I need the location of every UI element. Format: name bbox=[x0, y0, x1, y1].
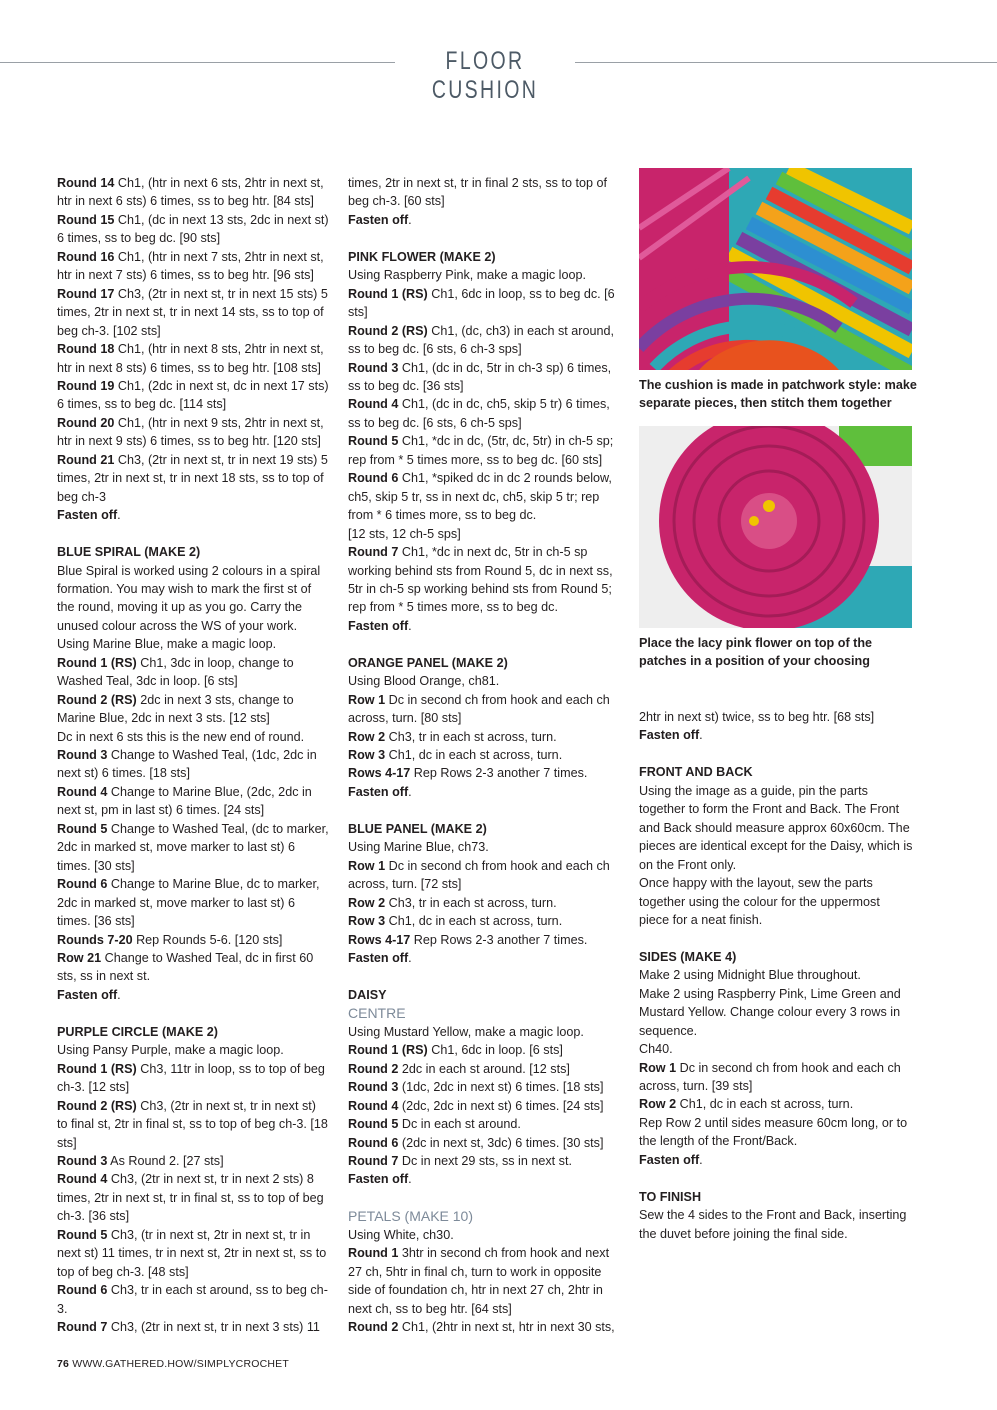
section-heading: ORANGE PANEL (MAKE 2) bbox=[348, 655, 508, 670]
instruction-line bbox=[57, 248, 329, 285]
instruction-text: Ch1, dc in each st across, turn. bbox=[385, 914, 563, 929]
instruction-label: Round 2 (RS) bbox=[57, 692, 137, 707]
instruction-text: Ch1, (dc in dc, 5tr in ch-3 sp) 6 times, ss to beg dc. [36 sts] bbox=[348, 360, 612, 393]
instruction-line bbox=[57, 1281, 329, 1318]
instruction-line bbox=[57, 506, 329, 524]
column-2 bbox=[348, 174, 624, 1336]
instruction-text: Change to Washed Teal, (dc to marker, 2dc in marked st, move marker to last st) 6 times. [30 sts] bbox=[57, 821, 329, 873]
instruction-text: Using the image as a guide, pin the parts together to form the Front and Back. The Front and Back should measure approx 60x60cm. The pieces are identical except for the Daisy, which is on the Front only. bbox=[639, 783, 913, 872]
instruction-text: 2dc in next 3 sts, change to Marine Blue, 2dc in next 3 sts. [12 sts] bbox=[57, 692, 294, 726]
instruction-text: . bbox=[117, 508, 121, 523]
instruction-label: Row 2 bbox=[348, 895, 386, 910]
instruction-line bbox=[348, 543, 624, 617]
instruction-line bbox=[57, 635, 329, 653]
subsection-heading: PETALS (MAKE 10) bbox=[348, 1208, 474, 1225]
instruction-label: Round 1 (RS) bbox=[348, 1043, 428, 1058]
instruction-text: Ch1, (htr in next 7 sts, 2htr in next st, htr in next 7 sts) 6 times, ss to beg htr. [96 sts] bbox=[57, 249, 324, 283]
section-heading: TO FINISH bbox=[639, 1189, 702, 1204]
instruction-label: Round 3 bbox=[348, 360, 399, 375]
instruction-text: . bbox=[408, 784, 412, 799]
instruction-line bbox=[348, 728, 624, 746]
instruction-label: Fasten off bbox=[639, 1152, 700, 1167]
instruction-label: Row 2 bbox=[348, 729, 386, 744]
instruction-text: Dc in next 29 sts, ss in next st. bbox=[398, 1153, 572, 1168]
instruction-line bbox=[639, 985, 913, 1040]
instruction-text: Make 2 using Midnight Blue throughout. bbox=[639, 968, 861, 983]
instruction-text: Ch3, 11tr in loop, ss to top of beg ch-3. [12 sts] bbox=[57, 1061, 325, 1095]
instruction-text: (2dc, 2dc in next st) 6 times. [24 sts] bbox=[398, 1098, 604, 1113]
header-rule-right bbox=[575, 62, 997, 63]
instruction-line bbox=[348, 1023, 624, 1041]
instruction-line bbox=[57, 1170, 329, 1225]
instruction-label: Round 5 bbox=[348, 434, 399, 449]
instruction-text: . bbox=[408, 212, 412, 227]
instruction-text: Ch1, *dc in next dc, 5tr in ch-5 sp working behind sts from Round 5, dc in next ss, 5tr in ch-5 sp working behind sts from Round 5; rep from * 5 times more, ss to beg dc. bbox=[348, 545, 613, 615]
instruction-text: Ch1, (2htr in next st, htr in next 30 sts, bbox=[398, 1320, 615, 1335]
instruction-line bbox=[348, 285, 624, 322]
instruction-line bbox=[57, 691, 329, 728]
instruction-line bbox=[57, 340, 329, 377]
instruction-label: Rows 4-17 bbox=[348, 932, 411, 947]
instruction-line bbox=[348, 672, 624, 690]
instruction-text: Dc in second ch from hook and each ch across, turn. [80 sts] bbox=[348, 692, 610, 726]
instruction-line bbox=[348, 432, 624, 469]
instruction-text: Dc in second ch from hook and each ch across, turn. [72 sts] bbox=[348, 858, 610, 892]
section-heading: FRONT AND BACK bbox=[639, 765, 753, 780]
instruction-text: Rep Row 2 until sides measure 60cm long, or to the length of the Front/Back. bbox=[639, 1115, 908, 1149]
instruction-line bbox=[57, 414, 329, 451]
instruction-line bbox=[348, 838, 624, 856]
instruction-line bbox=[57, 1318, 329, 1336]
instruction-line bbox=[57, 746, 329, 783]
page-title: FLOOR CUSHION bbox=[431, 47, 539, 104]
instruction-text: Rep Rows 2-3 another 7 times. bbox=[410, 766, 588, 781]
section-heading: PURPLE CIRCLE (MAKE 2) bbox=[57, 1024, 218, 1039]
instruction-label: Round 3 bbox=[57, 1153, 108, 1168]
instruction-label: Round 14 bbox=[57, 176, 115, 190]
instruction-label: Round 4 bbox=[57, 1172, 108, 1187]
instruction-line bbox=[57, 783, 329, 820]
instruction-label: Round 3 bbox=[57, 748, 108, 763]
instruction-text: (1dc, 2dc in next st) 6 times. [18 sts] bbox=[398, 1080, 604, 1095]
instruction-label: Round 1 bbox=[348, 1246, 399, 1261]
instruction-label: Round 3 bbox=[348, 1080, 399, 1095]
instruction-line bbox=[639, 1040, 913, 1058]
instruction-label: Round 4 bbox=[57, 784, 108, 799]
instruction-label: Row 1 bbox=[348, 692, 386, 707]
instruction-text: Dc in second ch from hook and each ch across, turn. [39 sts] bbox=[639, 1060, 901, 1094]
section-heading: SIDES (MAKE 4) bbox=[639, 949, 737, 964]
instruction-text: Ch1, *spiked dc in dc 2 rounds below, ch5, skip 5 tr, ss in next dc, ch5, skip 5 tr; rep from * 6 times more, ss to beg dc. bbox=[348, 471, 612, 523]
instruction-line bbox=[348, 1041, 624, 1059]
instruction-line bbox=[639, 874, 913, 929]
instruction-label: Round 7 bbox=[57, 1320, 108, 1335]
instruction-label: Round 7 bbox=[348, 1153, 399, 1168]
instruction-label: Row 21 bbox=[57, 951, 102, 966]
instruction-line bbox=[57, 820, 329, 875]
header-rule-left bbox=[0, 62, 395, 63]
instruction-text: Ch1, (htr in next 6 sts, 2htr in next st, htr in next 6 sts) 6 times, ss to beg htr. [84 sts] bbox=[57, 176, 324, 209]
instruction-text: Ch3, tr in each st across, turn. bbox=[385, 729, 557, 744]
instruction-line bbox=[57, 1060, 329, 1097]
instruction-text: Ch1, 6dc in loop. [6 sts] bbox=[427, 1043, 563, 1058]
instruction-text: Rep Rows 2-3 another 7 times. bbox=[410, 932, 588, 947]
instruction-text: Ch3, (2tr in next st, tr in next st) to final st, 2tr in final st, ss to top of beg ch-3. [18 sts] bbox=[57, 1098, 328, 1150]
instruction-text: Using Raspberry Pink, make a magic loop. bbox=[348, 268, 586, 283]
caption-pink-flower: Place the lacy pink flower on top of the patches in a position of your choosing bbox=[639, 636, 873, 669]
instruction-label: Round 15 bbox=[57, 212, 115, 227]
instruction-line bbox=[57, 285, 329, 340]
instruction-label: Fasten off bbox=[348, 618, 409, 633]
instruction-text: Ch1, 6dc in loop, ss to beg dc. [6 sts] bbox=[348, 286, 615, 320]
instruction-text: Ch3, tr in each st around, ss to beg ch-3. bbox=[57, 1283, 328, 1316]
instruction-line bbox=[57, 1097, 329, 1152]
instruction-line bbox=[348, 783, 624, 801]
instruction-line bbox=[348, 525, 624, 543]
instruction-label: Round 19 bbox=[57, 378, 115, 393]
instruction-line bbox=[348, 1097, 624, 1115]
instruction-label: Round 6 bbox=[57, 877, 108, 892]
instruction-text: Ch1, dc in each st across, turn. bbox=[385, 748, 563, 763]
instruction-line bbox=[348, 211, 624, 229]
instruction-line bbox=[348, 1318, 624, 1336]
instruction-text: . bbox=[408, 618, 412, 633]
instruction-text: Using Blood Orange, ch81. bbox=[348, 674, 500, 689]
instruction-line bbox=[348, 931, 624, 949]
instruction-line bbox=[639, 1151, 913, 1169]
instruction-text: . bbox=[408, 1172, 412, 1187]
instruction-text: Change to Marine Blue, dc to marker, 2dc in marked st, move marker to last st) 6 times. [36 sts] bbox=[57, 877, 320, 929]
instruction-label: Round 4 bbox=[348, 397, 399, 412]
instruction-text: [12 sts, 12 ch-5 sps] bbox=[348, 526, 461, 541]
instruction-text: times, 2tr in next st, tr in final 2 sts, ss to top of beg ch-3. [60 sts] bbox=[348, 176, 607, 209]
instruction-text: . bbox=[408, 950, 412, 965]
instruction-line bbox=[639, 782, 913, 874]
instruction-text: 2dc in each st around. [12 sts] bbox=[398, 1061, 570, 1076]
instruction-text: Ch1, (dc, ch3) in each st around, ss to beg dc. [6 sts, 6 ch-3 sps] bbox=[348, 323, 614, 357]
instruction-label: Round 16 bbox=[57, 249, 115, 264]
instruction-line bbox=[348, 746, 624, 764]
footer-url: WWW.GATHERED.HOW/SIMPLYCROCHET bbox=[69, 1358, 289, 1370]
instruction-line bbox=[57, 728, 329, 746]
instruction-line bbox=[348, 894, 624, 912]
instruction-line bbox=[57, 1041, 329, 1059]
instruction-label: Fasten off bbox=[348, 784, 409, 799]
column-3 bbox=[639, 708, 913, 1243]
instruction-text: Ch1, dc in each st across, turn. bbox=[676, 1097, 854, 1112]
instruction-label: Fasten off bbox=[639, 728, 700, 743]
instruction-text: Rep Rounds 5-6. [120 sts] bbox=[132, 932, 283, 947]
instruction-text: Ch3, (2tr in next st, tr in next 3 sts) 11 bbox=[107, 1320, 320, 1335]
instruction-text: Using Pansy Purple, make a magic loop. bbox=[57, 1043, 284, 1058]
photo-pink-flower bbox=[639, 426, 912, 628]
instruction-text: Change to Marine Blue, (2dc, 2dc in next st, pm in last st) 6 times. [24 sts] bbox=[57, 784, 312, 818]
instruction-label: Round 17 bbox=[57, 286, 115, 301]
instruction-text: Ch40. bbox=[639, 1042, 673, 1057]
instruction-line bbox=[639, 1114, 913, 1151]
instruction-label: Round 2 (RS) bbox=[348, 323, 428, 338]
instruction-label: Row 2 bbox=[639, 1097, 677, 1112]
instruction-line bbox=[348, 1060, 624, 1078]
instruction-line bbox=[57, 562, 329, 636]
instruction-line bbox=[57, 377, 329, 414]
instruction-line bbox=[639, 1206, 913, 1243]
instruction-label: Round 21 bbox=[57, 452, 115, 467]
instruction-line bbox=[57, 174, 329, 211]
instruction-text: (2dc in next st, 3dc) 6 times. [30 sts] bbox=[398, 1135, 604, 1150]
instruction-text: . bbox=[699, 728, 703, 743]
instruction-text: Make 2 using Raspberry Pink, Lime Green and Mustard Yellow. Change colour every 3 rows in sequence. bbox=[639, 986, 901, 1038]
instruction-line bbox=[348, 1115, 624, 1133]
instruction-label: Round 5 bbox=[57, 821, 108, 836]
instruction-text: Ch1, *dc in dc, (5tr, dc, 5tr) in ch-5 sp; rep from * 5 times more, ss to beg dc. [60 sts] bbox=[348, 434, 614, 467]
instruction-text: Ch1, (dc in next 13 sts, 2dc in next st) 6 times, ss to beg dc. [90 sts] bbox=[57, 212, 329, 246]
instruction-line bbox=[57, 931, 329, 949]
instruction-line bbox=[348, 266, 624, 284]
instruction-label: Row 1 bbox=[639, 1060, 677, 1075]
instruction-text: Ch3, (2tr in next st, tr in next 2 sts) 8 times, 2tr in next st, tr in final st, ss to top of beg ch-3. [36 sts] bbox=[57, 1172, 324, 1224]
instruction-label: Round 7 bbox=[348, 545, 399, 560]
caption-patchwork: The cushion is made in patchwork style: make separate pieces, then stitch them together bbox=[639, 378, 917, 411]
instruction-line bbox=[639, 726, 913, 744]
instruction-text: Using White, ch30. bbox=[348, 1227, 454, 1242]
instruction-label: Fasten off bbox=[57, 987, 118, 1002]
section-heading: BLUE PANEL (MAKE 2) bbox=[348, 821, 487, 836]
instruction-label: Round 2 bbox=[348, 1061, 399, 1076]
instruction-line bbox=[57, 211, 329, 248]
spacer bbox=[348, 1189, 624, 1207]
instruction-line bbox=[348, 359, 624, 396]
instruction-text: . bbox=[117, 987, 121, 1002]
instruction-line bbox=[348, 949, 624, 967]
instruction-text: Once happy with the layout, sew the parts together using the colour for the uppermost piece for a neat finish. bbox=[639, 876, 880, 927]
instruction-label: Round 5 bbox=[348, 1117, 399, 1132]
instruction-text: Ch1, (dc in dc, ch5, skip 5 tr) 6 times, ss to beg dc. [6 sts, 6 ch-5 sps] bbox=[348, 397, 610, 430]
instruction-line bbox=[348, 1226, 624, 1244]
instruction-line bbox=[57, 451, 329, 506]
instruction-label: Rounds 7-20 bbox=[57, 932, 133, 947]
photo-patchwork-stripes bbox=[639, 168, 912, 370]
instruction-label: Round 1 (RS) bbox=[57, 655, 137, 670]
instruction-line bbox=[57, 949, 329, 986]
instruction-line bbox=[348, 395, 624, 432]
instruction-text: Ch1, 3dc in loop, change to Washed Teal, 3dc in loop. [6 sts] bbox=[57, 655, 294, 689]
instruction-text: Dc in each st around. bbox=[398, 1117, 521, 1132]
instruction-text: 3htr in second ch from hook and next 27 ch, 5htr in final ch, turn to work in opposite side of foundation ch, htr in next 27 ch, 2htr in next ch, ss to beg htr. [64 sts] bbox=[348, 1246, 610, 1316]
instruction-label: Fasten off bbox=[57, 508, 118, 523]
column-1 bbox=[57, 174, 329, 1337]
footer bbox=[57, 1358, 289, 1370]
instruction-line bbox=[57, 1152, 329, 1170]
instruction-text: Sew the 4 sides to the Front and Back, inserting the duvet before joining the final side. bbox=[639, 1208, 907, 1241]
instruction-label: Row 3 bbox=[348, 914, 386, 929]
instruction-text: As Round 2. [27 sts] bbox=[107, 1153, 224, 1168]
instruction-line bbox=[639, 966, 913, 984]
subsection-heading: CENTRE bbox=[348, 1005, 406, 1022]
instruction-text: Ch3, (2tr in next st, tr in next 15 sts) 5 times, 2tr in next st, tr in next 14 sts, ss to top of beg ch-3. [102 sts] bbox=[57, 286, 328, 338]
instruction-line bbox=[348, 1134, 624, 1152]
instruction-line bbox=[57, 875, 329, 930]
instruction-line bbox=[348, 617, 624, 635]
instruction-line bbox=[57, 986, 329, 1004]
instruction-text: . bbox=[699, 1152, 703, 1167]
section-heading: PINK FLOWER (MAKE 2) bbox=[348, 249, 496, 264]
instruction-label: Round 6 bbox=[348, 1135, 399, 1150]
instruction-line bbox=[348, 469, 624, 524]
instruction-text: Using Mustard Yellow, make a magic loop. bbox=[348, 1024, 584, 1039]
instruction-label: Round 6 bbox=[57, 1283, 108, 1298]
instruction-line bbox=[348, 1170, 624, 1188]
instruction-text: Dc in next 6 sts this is the new end of round. bbox=[57, 729, 305, 744]
instruction-line bbox=[348, 1152, 624, 1170]
instruction-line bbox=[348, 857, 624, 894]
instruction-text: Ch1, (htr in next 9 sts, 2htr in next st, htr in next 9 sts) 6 times, ss to beg htr. [120 sts] bbox=[57, 415, 324, 449]
instruction-text: 2htr in next st) twice, ss to beg htr. [68 sts] bbox=[639, 710, 875, 724]
instruction-label: Round 2 (RS) bbox=[57, 1098, 137, 1113]
instruction-label: Row 1 bbox=[348, 858, 386, 873]
instruction-label: Round 18 bbox=[57, 342, 115, 357]
instruction-line bbox=[348, 174, 624, 211]
instruction-label: Round 1 (RS) bbox=[57, 1061, 137, 1076]
instruction-text: Ch1, (htr in next 8 sts, 2htr in next st, htr in next 8 sts) 6 times, ss to beg htr. [108 sts] bbox=[57, 342, 324, 375]
page-number: 76 bbox=[57, 1358, 70, 1370]
instruction-line bbox=[639, 1095, 913, 1113]
instruction-text: Using Marine Blue, make a magic loop. bbox=[57, 637, 277, 652]
instruction-line bbox=[639, 708, 913, 726]
instruction-label: Rows 4-17 bbox=[348, 766, 411, 781]
instruction-line bbox=[348, 764, 624, 782]
instruction-line bbox=[57, 654, 329, 691]
instruction-text: Change to Washed Teal, dc in first 60 sts, ss in next st. bbox=[57, 951, 314, 984]
instruction-line bbox=[57, 1226, 329, 1281]
section-heading: BLUE SPIRAL (MAKE 2) bbox=[57, 545, 201, 560]
instruction-line bbox=[348, 912, 624, 930]
instruction-text: Change to Washed Teal, (1dc, 2dc in next st) 6 times. [18 sts] bbox=[57, 748, 317, 781]
instruction-label: Fasten off bbox=[348, 950, 409, 965]
instruction-label: Round 2 bbox=[348, 1320, 399, 1335]
instruction-text: Using Marine Blue, ch73. bbox=[348, 840, 489, 855]
instruction-text: Ch3, (tr in next st, 2tr in next st, tr in next st) 11 times, tr in next st, 2tr in next st, ss to top of beg ch-3. [48 sts] bbox=[57, 1227, 327, 1279]
instruction-label: Round 4 bbox=[348, 1098, 399, 1113]
instruction-text: Ch1, (2dc in next st, dc in next 17 sts) 6 times, ss to beg dc. [114 sts] bbox=[57, 378, 329, 412]
instruction-label: Fasten off bbox=[348, 212, 409, 227]
instruction-line bbox=[639, 1059, 913, 1096]
instruction-line bbox=[348, 691, 624, 728]
instruction-line bbox=[348, 1078, 624, 1096]
instruction-text: Blue Spiral is worked using 2 colours in a spiral formation. You may wish to mark the first st of the round, moving it up as you go. Carry the unused colour across the WS of your work. bbox=[57, 563, 321, 633]
section-heading: DAISY bbox=[348, 987, 387, 1002]
instruction-label: Round 1 (RS) bbox=[348, 286, 428, 301]
instruction-text: Ch3, tr in each st across, turn. bbox=[385, 895, 557, 910]
instruction-label: Round 20 bbox=[57, 415, 115, 430]
instruction-label: Round 5 bbox=[57, 1227, 108, 1242]
instruction-label: Round 6 bbox=[348, 471, 399, 486]
instruction-label: Fasten off bbox=[348, 1172, 409, 1187]
instruction-text: Ch3, (2tr in next st, tr in next 19 sts) 5 times, 2tr in next st, tr in next 18 sts, ss to top of beg ch-3 bbox=[57, 452, 328, 504]
instruction-label: Row 3 bbox=[348, 748, 386, 763]
instruction-line bbox=[348, 1244, 624, 1318]
instruction-line bbox=[348, 322, 624, 359]
